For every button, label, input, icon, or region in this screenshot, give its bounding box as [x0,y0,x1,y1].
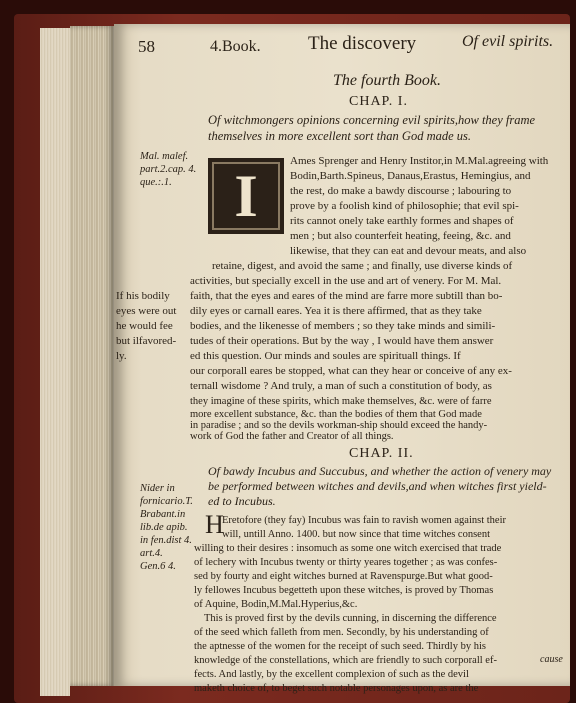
chapter-heading: CHAP. I. [349,94,408,109]
chapter-title-line: be performed between witches and devils,and when witches first yield- [208,479,547,493]
margin-note-line: part.2.cap. 4. [140,164,197,175]
chapter-title-line: Of bawdy Incubus and Succubus, and whether the action of venery may [208,464,552,478]
body-line: faith, that the eyes and eares of the mind are farre more subtill than bo- [190,290,503,302]
body-line: willing to their desires : insomuch as some one witch exercised that trade [194,543,502,554]
margin-note-line: lib.de apib. [140,522,188,533]
running-title: The discovery [308,33,417,54]
body-line: dily eyes or carnall eares. Yea it is there affirmed, that as they take [190,305,482,317]
body-line: ed this question. Our minds and soules are spirituall things. If [190,350,461,362]
margin-note-line: Brabant.in [140,509,186,520]
body-line: the rest, do make a bawdy discourse ; labouring to [290,185,512,197]
body-line: Eretofore (they fay) Incubus was fain to ravish women against their [222,515,506,526]
chapter-title-line: themselves in more excellent sort than God made us. [208,129,472,143]
body-line: men ; but also counterfeit heating, feeing, &c. and [290,230,511,242]
initial-letter: H [205,510,224,539]
part-title: The fourth Book. [333,72,441,89]
margin-note-line: ly. [116,350,127,362]
body-line: more excellent substance, &c. than the bodies of them that God made [190,409,482,420]
margin-note-line: If his bodily [116,290,170,302]
catchword: cause [540,654,563,665]
body-line: maketh choice of, to beget such notable personages upon, as are the [194,683,479,694]
margin-note-line: Mal. malef. [140,151,189,162]
margin-note-line: que.:.1. [140,177,172,188]
chapter-title-line: Of witchmongers opinions concerning evil spirits,how they frame [208,113,536,127]
body-line: activities, but specially excell in the use and art of venery. For M. Mal. [190,275,502,287]
margin-note-line: Nider in [140,483,175,494]
body-line: ly fellowes Incubus begetteth upon these witches, is proved by Thomas [194,585,494,596]
running-title-right: Of evil spirits. [462,33,554,50]
body-line: they imagine of these spirits, which make themselves, &c. were of farre [190,396,492,407]
chapter-heading: CHAP. II. [349,446,414,461]
body-line: sed by fourty and eight witches burned at Ravenspurge.But what good- [194,571,493,582]
margin-note-line: but ilfavored- [116,335,177,347]
margin-note-line: eyes were out [116,305,177,317]
page-edges [40,28,70,696]
body-line: Ames Sprenger and Henry Institor,in M.Mal.agreeing with [290,155,549,167]
body-line: retaine, digest, and avoid the same ; and finally, use diverse kinds of [212,260,513,272]
body-line: Bodin,Barth.Spineus, Danaus,Erastus, Hemingius, and [290,170,531,182]
body-line: of Aquine, Bodin,M.Mal.Hyperius,&c. [194,599,358,610]
book-header: 4.Book. [210,38,261,55]
body-line: This is proved first by the devils cunning, in discerning the difference [204,613,497,624]
body-line: rits cannot onely take earthly formes and shapes of [290,215,514,227]
chapter-title-line: ed to Incubus. [208,494,276,508]
page-number: 58 [138,37,155,56]
body-line: will, untill Anno. 1400. but now since that time witches consent [222,529,491,540]
margin-note-line: in fen.dist 4. [140,535,192,546]
body-line: work of God the father and Creator of all things. [190,431,394,442]
initial-letter: I [234,163,258,229]
body-line: ternall wisdome ? And truly, a man of such a constitution of body, as [190,380,492,392]
body-line: bodies, and the likenesse of members ; so they take minds and simili- [190,320,496,332]
page-block [70,26,114,686]
body-line: likewise, that they can eat and devour meats, and also [290,245,527,257]
margin-note-line: fornicario.T. [140,496,193,507]
body-line: of the seed which falleth from men. Secondly, by his understanding of [194,627,489,638]
body-line: knowledge of the constellations, which are friendly to such corporall ef- [194,655,497,666]
margin-note-line: he would fee [116,320,173,332]
body-line: fects. And lastly, by the excellent complexion of such as the devil [194,669,469,680]
body-line: tudes of their operations. But by the way , I would have them answer [190,335,494,347]
decorated-initial [208,158,284,234]
margin-note-line: art.4. [140,548,163,559]
body-line: in paradise ; and so the devils workman-ship should exceed the handy- [190,420,488,431]
body-line: prove by a foolish kind of philosophie; that evil spi- [290,200,519,212]
body-line: our corporall eares be stopped, what can they hear or conceive of any ex- [190,365,512,377]
initial-border [212,162,280,230]
body-line: the aptnesse of the women for the receipt of such seed. Thirdly by his [194,641,486,652]
body-line: of lechery with Incubus twenty or thirty yeares together ; as was confes- [194,557,498,568]
margin-note-line: Gen.6 4. [140,561,176,572]
